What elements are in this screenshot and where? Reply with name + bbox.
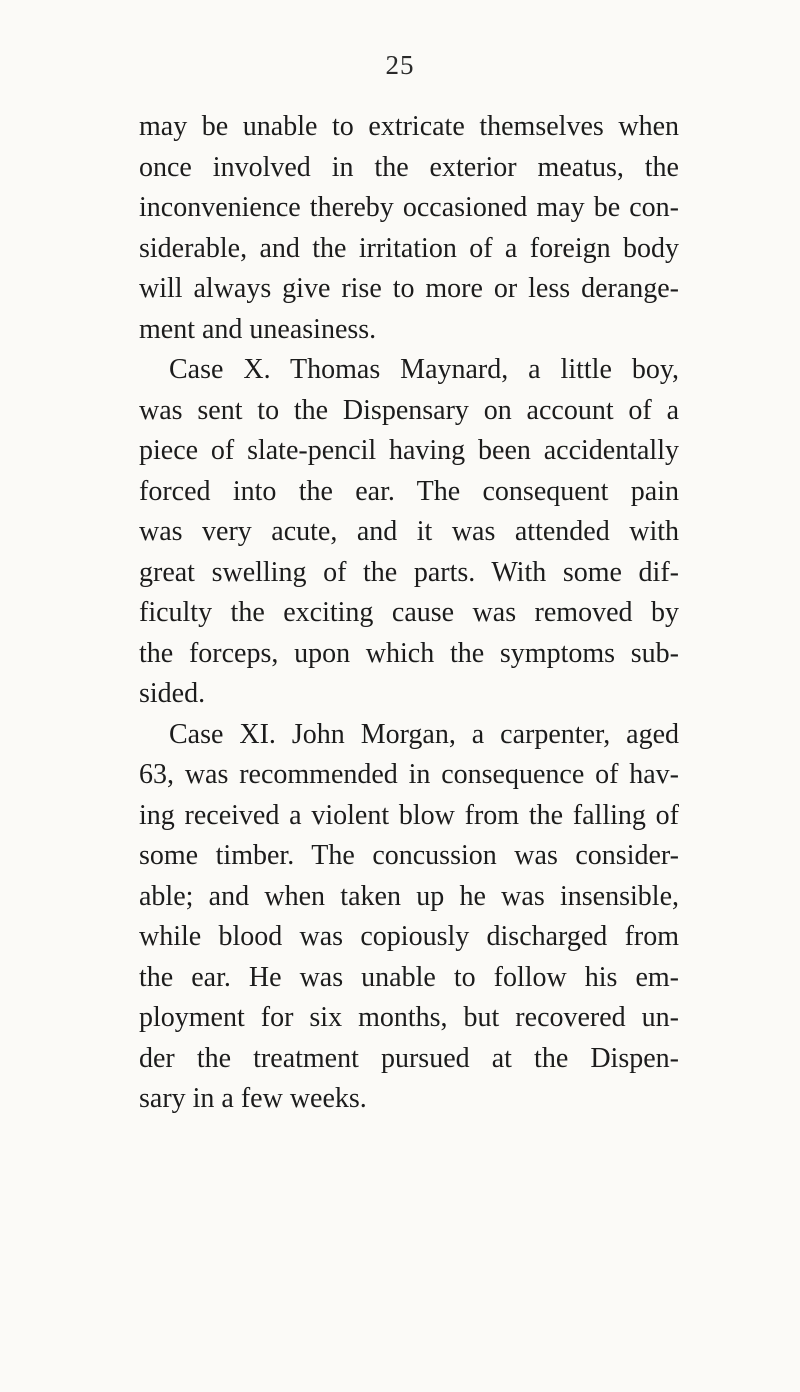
case-heading-line: Case XI. John Morgan, a carpenter, aged	[169, 718, 679, 750]
case-heading-line: Case X. Thomas Maynard, a little boy,	[169, 354, 679, 385]
text-line: ficulty the exciting cause was removed by	[139, 597, 679, 628]
text-line: ployment for six months, but recovered un-	[139, 1002, 679, 1033]
text-line: piece of slate-pencil having been accidentally	[139, 435, 679, 466]
text-line: the ear. He was unable to follow his em-	[139, 961, 679, 993]
text-line: 63, was recommended in consequence of hav-	[139, 759, 679, 790]
text-line: der the treatment pursued at the Dispen-	[139, 1042, 679, 1074]
text-line: the forceps, upon which the symptoms sub-	[139, 637, 679, 669]
text-line: once involved in the exterior meatus, the	[139, 151, 679, 183]
text-line: able; and when taken up he was insensible,	[139, 880, 679, 912]
text-line: will always give rise to more or less derange-	[139, 273, 679, 304]
text-line: ing received a violent blow from the falling of	[139, 799, 679, 831]
text-line: sided.	[139, 678, 206, 709]
text-line: was very acute, and it was attended with	[139, 516, 679, 547]
text-line: while blood was copiously discharged from	[139, 921, 679, 952]
text-line: siderable, and the irritation of a foreign body	[139, 232, 679, 264]
text-line: sary in a few weeks.	[139, 1083, 367, 1114]
text-line: some timber. The concussion was consider-	[139, 840, 679, 871]
text-line: was sent to the Dispensary on account of a	[139, 394, 679, 426]
text-line: inconvenience thereby occasioned may be con-	[139, 192, 679, 223]
text-line: ment and uneasiness.	[139, 313, 377, 345]
text-line: may be unable to extricate themselves when	[139, 111, 679, 142]
text-line: forced into the ear. The consequent pain	[139, 475, 679, 507]
text-line: great swelling of the parts. With some dif-	[139, 556, 679, 588]
body-text	[139, 107, 679, 1120]
page-number: 25	[385, 50, 415, 80]
